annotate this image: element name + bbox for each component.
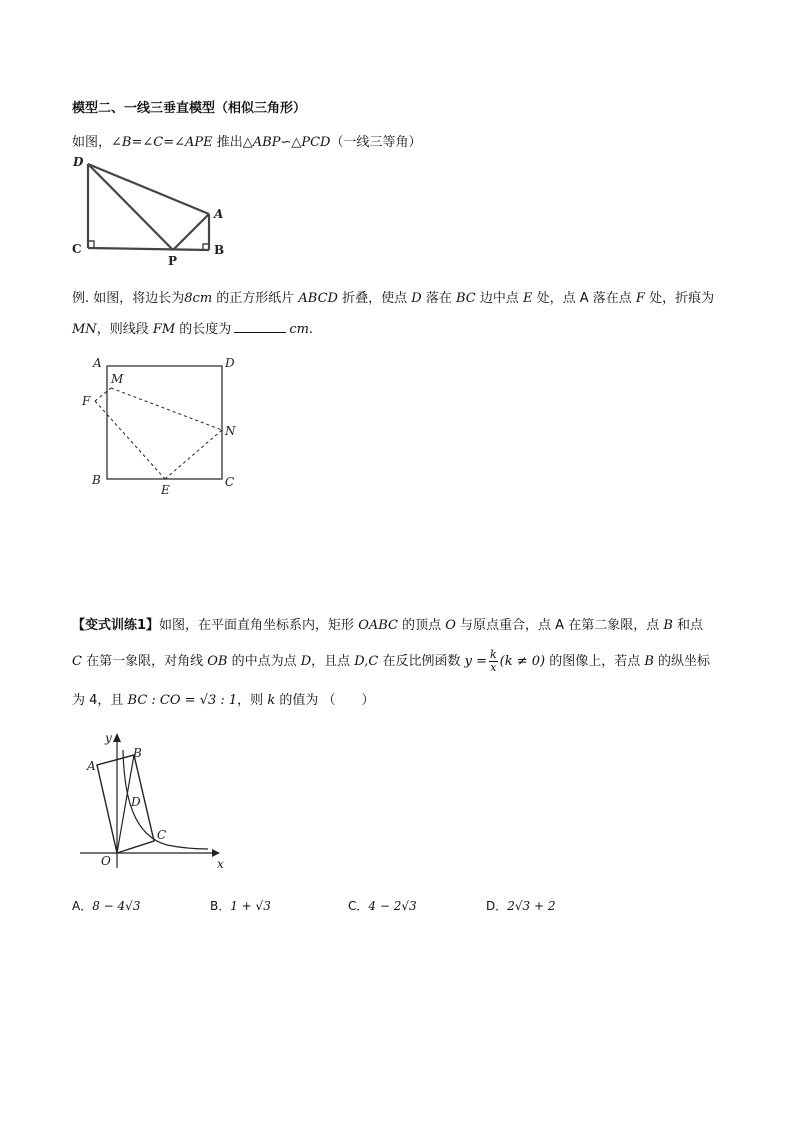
variant-point: O xyxy=(445,618,456,633)
label-A: A xyxy=(87,759,96,773)
label-B: B xyxy=(133,746,142,760)
label-C: C xyxy=(157,828,167,842)
option-value: 2√3 + 2 xyxy=(507,899,556,913)
variant-text: 与原点重合，点 A 在第二象限，点 xyxy=(455,618,664,633)
equal-angles: ∠B=∠C=∠APE xyxy=(111,135,213,150)
section-title: 模型二、一线三垂直模型（相似三角形） xyxy=(72,101,307,116)
variant-points: D,C xyxy=(354,654,379,669)
example-side: 8cm xyxy=(184,291,213,306)
example-point: F xyxy=(635,291,645,306)
variant-text: 在第一象限，对角线 xyxy=(81,654,208,669)
variant-text: 的顶点 xyxy=(397,618,446,633)
variant-text: 如图，在平面直角坐标系内，矩形 xyxy=(159,618,359,633)
label-A: A xyxy=(93,356,102,370)
y-axis-arrow xyxy=(113,733,121,742)
variant-k: k xyxy=(267,693,276,708)
example-segment: FM xyxy=(152,322,176,337)
function-condition: (k ≠ 0) xyxy=(499,654,546,669)
variant-text: ，且点 xyxy=(311,654,355,669)
intro-prefix: 如图， xyxy=(72,135,112,150)
label-y: y xyxy=(105,731,112,745)
label-C: C xyxy=(225,475,235,489)
label-E: E xyxy=(161,483,170,497)
example-unit: cm xyxy=(289,322,309,337)
example-text: . xyxy=(308,322,314,337)
variant-text: 在反比例函数 xyxy=(378,654,465,669)
example-line-2 xyxy=(72,318,313,337)
label-B: B xyxy=(214,243,225,257)
segment-DP xyxy=(88,164,173,250)
example-text: 处，点 A 落在点 xyxy=(532,291,636,306)
option-letter: C． xyxy=(348,899,369,913)
option-letter: B． xyxy=(210,899,231,913)
variant-text: 和点 xyxy=(672,618,704,633)
example-text: 处，折痕为 xyxy=(644,291,715,306)
fold-FE xyxy=(95,401,165,479)
option-letter: D． xyxy=(486,899,508,913)
intro-line xyxy=(72,131,421,150)
example-text: ，则线段 xyxy=(96,322,153,337)
variant-text: ，则 xyxy=(237,693,268,708)
variant-point: C xyxy=(72,654,82,669)
figure-one-line-three-angles xyxy=(68,152,228,267)
similar-triangles: △ABP∽△PCD xyxy=(242,135,331,150)
example-crease: MN xyxy=(72,322,97,337)
label-M: M xyxy=(111,372,124,386)
segment-AD xyxy=(88,164,209,214)
example-text: 边中点 xyxy=(475,291,523,306)
x-axis-arrow xyxy=(212,849,220,857)
variant-line-1 xyxy=(72,614,703,633)
option-b[interactable] xyxy=(210,897,271,914)
example-text: 落在 xyxy=(421,291,456,306)
example-segment: BC xyxy=(455,291,476,306)
fold-EN xyxy=(165,430,222,479)
label-D: D xyxy=(225,356,235,370)
label-C: C xyxy=(72,242,82,256)
segment-CB xyxy=(88,248,209,250)
option-value: 4 − 2√3 xyxy=(368,899,417,913)
example-text: 的正方形纸片 xyxy=(212,291,299,306)
variant-text: 的值为 （ ） xyxy=(275,693,375,708)
intro-middle: 推出 xyxy=(212,135,243,150)
variant-label: 【变式训练1】 xyxy=(72,618,160,633)
option-c[interactable] xyxy=(348,897,417,914)
figure-coordinate-rectangle xyxy=(72,728,237,874)
label-B: B xyxy=(92,473,101,487)
option-value: 1 + √3 xyxy=(230,899,271,913)
variant-text: 的纵坐标 xyxy=(653,654,711,669)
example-line-1 xyxy=(72,287,714,306)
variant-point: B xyxy=(644,654,654,669)
function-lhs: y = xyxy=(464,654,487,669)
variant-line-3 xyxy=(72,689,374,708)
fraction-denominator: x xyxy=(490,661,497,674)
example-point: D xyxy=(411,291,422,306)
label-D: D xyxy=(73,155,84,169)
square-ABCD xyxy=(107,366,222,479)
answer-blank[interactable] xyxy=(234,320,286,333)
example-text: 的长度为 xyxy=(175,322,232,337)
option-d[interactable] xyxy=(486,897,555,914)
ratio-expression: BC : CO = √3 : 1 xyxy=(127,693,238,708)
option-letter: A． xyxy=(72,899,93,913)
variant-point: B xyxy=(663,618,673,633)
example-text: 折叠，使点 xyxy=(337,291,412,306)
variant-segment: OB xyxy=(207,654,228,669)
fraction-numerator: k xyxy=(489,648,497,661)
fraction-k-over-x xyxy=(489,649,498,674)
variant-rect: OABC xyxy=(358,618,398,633)
label-F: F xyxy=(82,394,91,408)
variant-text: 的图像上，若点 xyxy=(545,654,645,669)
example-point: E xyxy=(522,291,533,306)
variant-line-2 xyxy=(72,648,710,676)
label-N: N xyxy=(225,424,236,438)
example-square: ABCD xyxy=(298,291,338,306)
label-x: x xyxy=(217,857,224,871)
intro-suffix: （一线三等角） xyxy=(330,135,422,150)
variant-text: 的中点为点 xyxy=(227,654,301,669)
label-A: A xyxy=(214,207,224,221)
option-value: 8 − 4√3 xyxy=(92,899,141,913)
label-O: O xyxy=(101,854,111,868)
fold-FM xyxy=(95,388,111,401)
option-a[interactable] xyxy=(72,897,140,914)
label-P: P xyxy=(168,254,178,267)
figure-folded-square xyxy=(78,352,248,498)
variant-point: D xyxy=(300,654,312,669)
label-D: D xyxy=(131,795,141,809)
example-text: 例. 如图，将边长为 xyxy=(72,291,185,306)
variant-text: 为 4，且 xyxy=(72,693,128,708)
crease-MN xyxy=(111,388,222,430)
